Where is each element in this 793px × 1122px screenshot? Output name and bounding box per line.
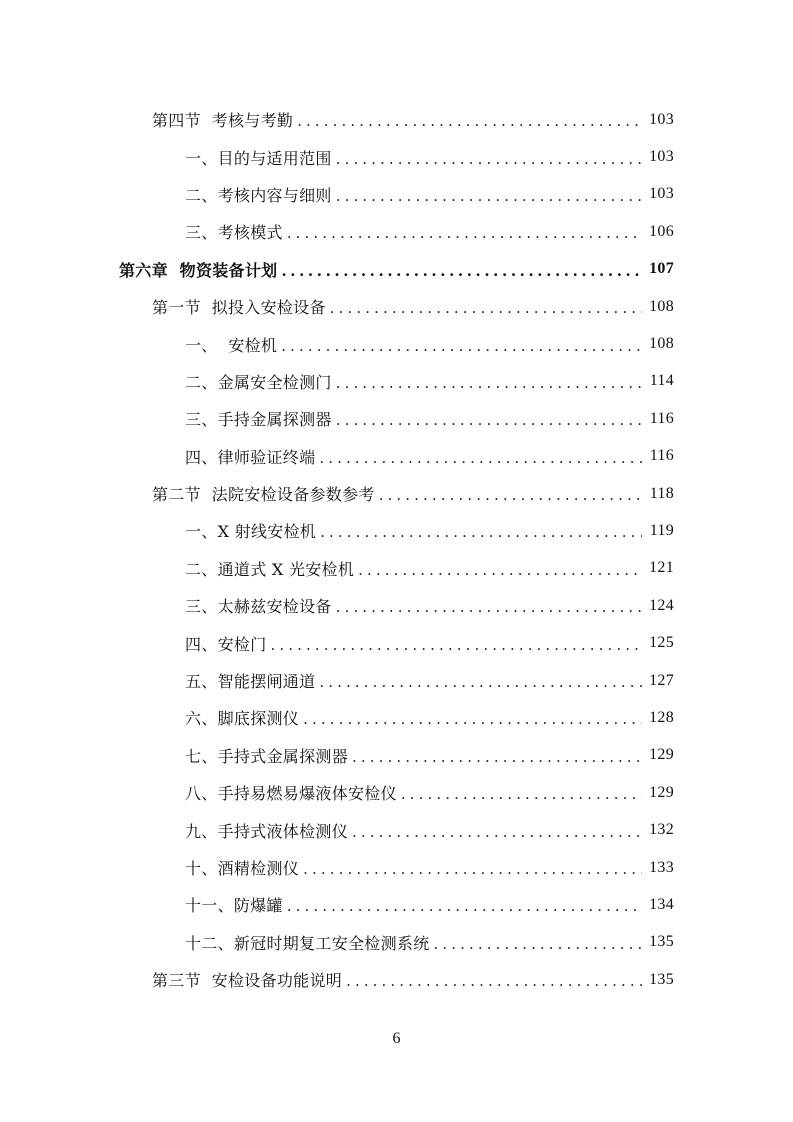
toc-entry-title: 一、 安检机 xyxy=(185,335,278,355)
toc-entry-page: 103 xyxy=(649,185,674,203)
toc-entry[interactable] xyxy=(0,512,793,549)
dot-leader xyxy=(281,335,642,354)
toc-entry-title: 二、金属安全检测门 xyxy=(185,372,332,392)
toc-entry[interactable] xyxy=(0,886,793,923)
dot-leader xyxy=(346,970,642,989)
toc-entry[interactable] xyxy=(0,400,793,437)
toc-entry-page: 127 xyxy=(649,671,674,689)
toc-entry-title: 六、脚底探测仪 xyxy=(185,709,300,729)
dot-leader xyxy=(281,260,642,279)
toc-entry-title: 三、手持金属探测器 xyxy=(185,410,332,430)
dot-leader xyxy=(319,671,642,690)
toc-entry-page: 107 xyxy=(649,260,674,278)
toc-entry[interactable] xyxy=(0,624,793,661)
toc-entry[interactable] xyxy=(0,550,793,587)
toc-entry-title: 一、目的与适用范围 xyxy=(185,148,332,168)
toc-entry-title: 第一节 拟投入安检设备 xyxy=(152,298,326,318)
toc-entry-page: 103 xyxy=(649,148,674,166)
toc-entry[interactable] xyxy=(0,101,793,138)
table-of-contents xyxy=(0,101,793,998)
toc-entry-page: 118 xyxy=(649,484,674,502)
dot-leader xyxy=(271,634,642,653)
toc-entry[interactable] xyxy=(0,138,793,175)
toc-entry-page: 114 xyxy=(649,372,674,390)
toc-entry-page: 116 xyxy=(649,447,674,465)
toc-entry-page: 129 xyxy=(649,783,674,801)
toc-entry-title: 第三节 安检设备功能说明 xyxy=(152,971,343,991)
toc-entry-page: 132 xyxy=(649,821,674,839)
toc-entry[interactable] xyxy=(0,475,793,512)
toc-entry-page: 135 xyxy=(649,933,674,951)
toc-entry-title: 八、手持易燃易爆液体安检仪 xyxy=(185,784,397,804)
toc-entry-title: 一、X 射线安检机 xyxy=(185,522,317,542)
toc-entry-title: 十二、新冠时期复工安全检测系统 xyxy=(185,933,430,953)
toc-entry-title: 五、智能摆闸通道 xyxy=(185,672,316,692)
dot-leader xyxy=(336,148,642,167)
toc-entry-page: 128 xyxy=(649,708,674,726)
toc-entry-title: 十、酒精检测仪 xyxy=(185,859,300,878)
toc-entry-title: 九、手持式液体检测仪 xyxy=(185,821,349,841)
toc-entry-title: 第六章 物资装备计划 xyxy=(119,260,278,280)
toc-entry-title: 四、安检门 xyxy=(185,634,267,654)
toc-entry[interactable] xyxy=(0,961,793,998)
toc-entry[interactable] xyxy=(0,811,793,848)
toc-entry-page: 121 xyxy=(649,559,674,577)
toc-entry-page: 108 xyxy=(649,297,674,315)
toc-entry[interactable] xyxy=(0,438,793,475)
toc-entry-title: 三、考核模式 xyxy=(185,223,283,243)
toc-entry[interactable] xyxy=(0,325,793,362)
toc-entry-title: 第二节 法院安检设备参数参考 xyxy=(152,485,375,505)
toc-entry-page: 134 xyxy=(649,895,674,913)
toc-entry-page: 133 xyxy=(649,858,674,876)
dot-leader xyxy=(336,185,642,204)
dot-leader xyxy=(287,222,642,241)
dot-leader xyxy=(319,447,642,466)
toc-chapter-entry[interactable] xyxy=(0,251,793,288)
toc-entry-page: 103 xyxy=(649,110,674,128)
toc-entry[interactable] xyxy=(0,849,793,886)
toc-entry-page: 119 xyxy=(649,521,674,539)
dot-leader xyxy=(379,484,642,503)
dot-leader xyxy=(434,933,642,952)
dot-leader xyxy=(303,858,642,877)
toc-entry[interactable] xyxy=(0,737,793,774)
toc-entry-title: 十一、防爆罐 xyxy=(185,896,283,916)
dot-leader xyxy=(358,559,642,578)
toc-entry-page: 125 xyxy=(649,634,674,652)
toc-entry[interactable] xyxy=(0,176,793,213)
dot-leader xyxy=(330,297,642,316)
dot-leader xyxy=(352,746,642,765)
toc-entry-page: 106 xyxy=(649,222,674,240)
dot-leader xyxy=(336,409,642,428)
toc-entry-title: 第四节 考核与考勤 xyxy=(152,111,294,131)
dot-leader xyxy=(336,372,642,391)
toc-entry[interactable] xyxy=(0,587,793,624)
toc-entry[interactable] xyxy=(0,288,793,325)
dot-leader xyxy=(303,708,642,727)
dot-leader xyxy=(336,596,642,615)
dot-leader xyxy=(352,821,642,840)
toc-entry-page: 116 xyxy=(649,409,674,427)
toc-entry-title: 二、考核内容与细则 xyxy=(185,185,332,205)
dot-leader xyxy=(401,783,642,802)
toc-entry[interactable] xyxy=(0,363,793,400)
toc-entry-title: 七、手持式金属探测器 xyxy=(185,746,349,766)
toc-entry-title: 二、通道式 X 光安检机 xyxy=(185,559,355,579)
toc-entry-page: 124 xyxy=(649,596,674,614)
dot-leader xyxy=(287,895,642,914)
toc-entry[interactable] xyxy=(0,699,793,736)
toc-entry[interactable] xyxy=(0,924,793,961)
toc-entry-page: 129 xyxy=(649,746,674,764)
page-number: 6 xyxy=(392,1030,401,1047)
dot-leader xyxy=(320,521,642,540)
toc-entry-page: 135 xyxy=(649,970,674,988)
dot-leader xyxy=(297,110,642,129)
toc-entry-page: 108 xyxy=(649,335,674,353)
toc-entry[interactable] xyxy=(0,774,793,811)
toc-entry-title: 四、律师验证终端 xyxy=(185,447,316,467)
toc-entry[interactable] xyxy=(0,213,793,250)
toc-entry-title: 三、太赫兹安检设备 xyxy=(185,597,332,617)
toc-entry[interactable] xyxy=(0,662,793,699)
